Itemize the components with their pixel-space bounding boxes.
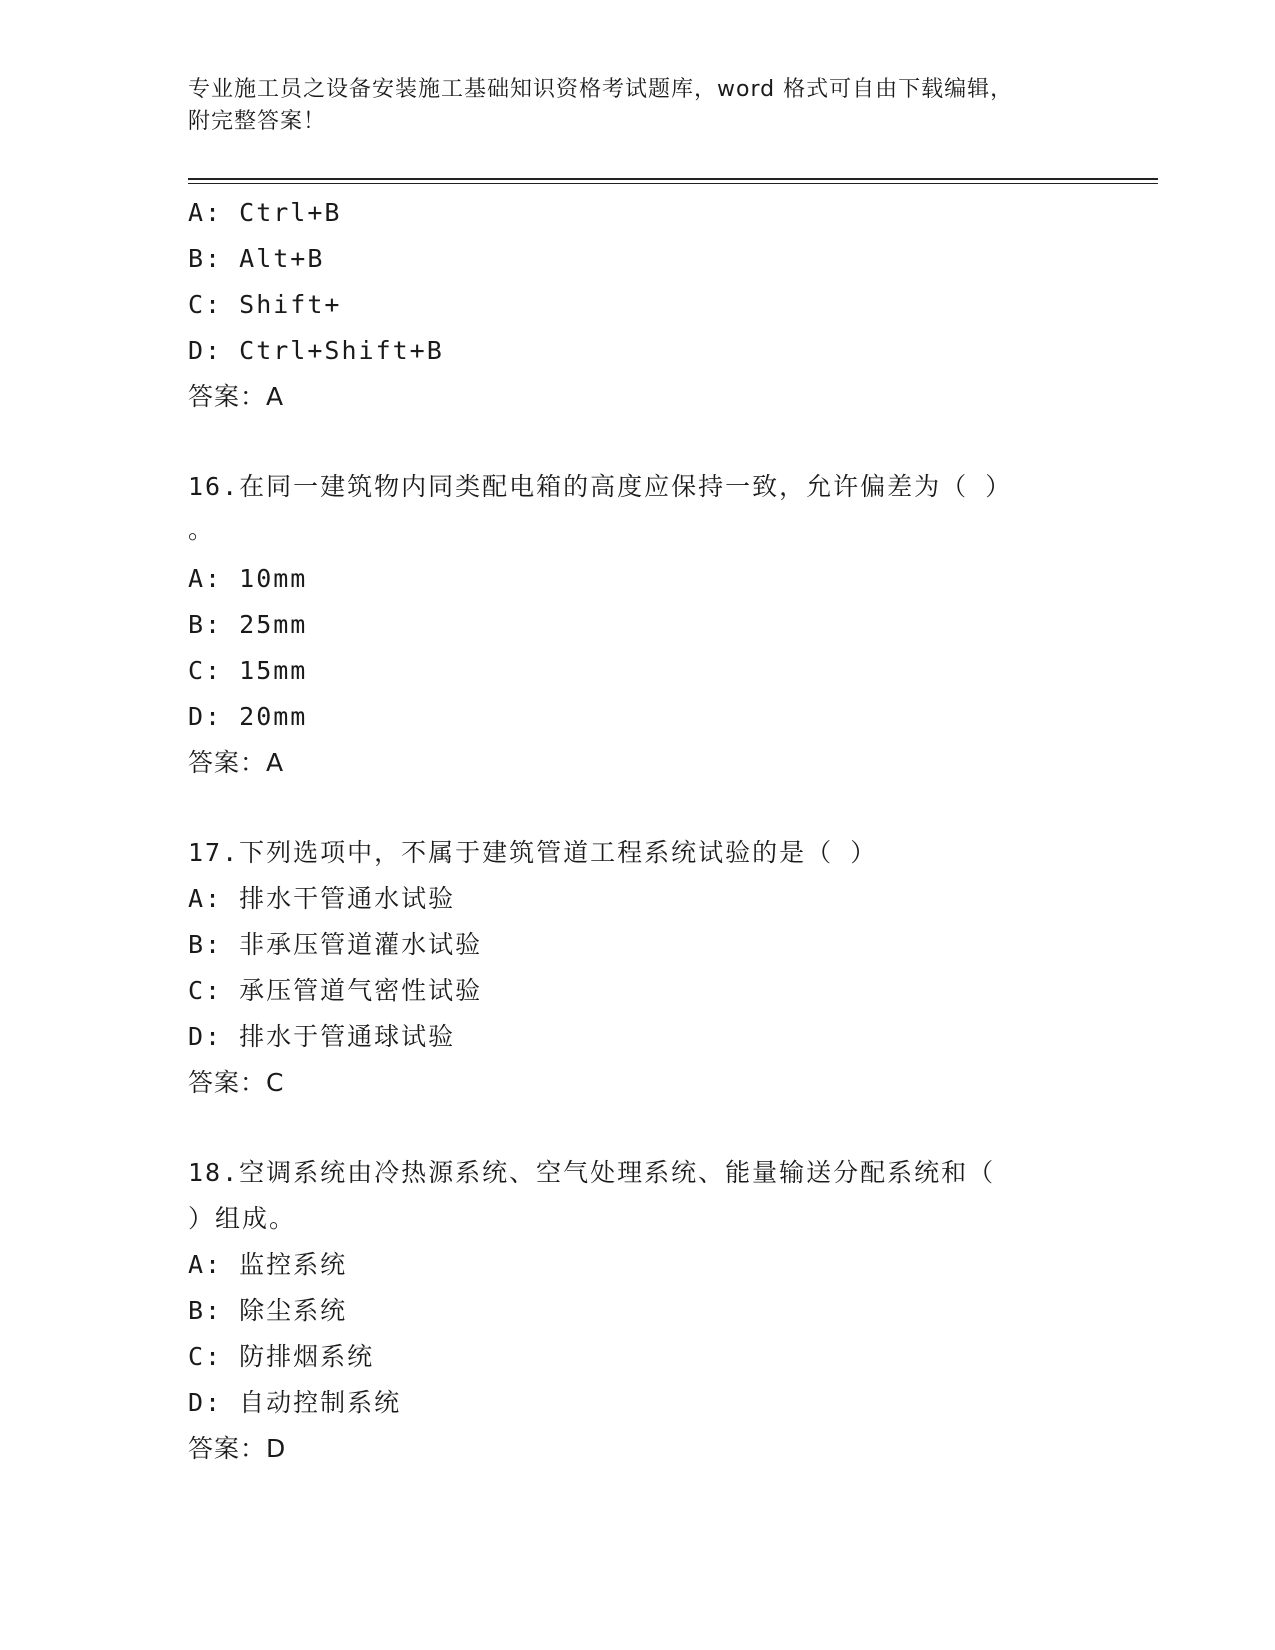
header-divider <box>188 178 1158 180</box>
option-b: B: 除尘系统 <box>188 1296 348 1325</box>
question-16 <box>188 464 1068 786</box>
option-d: D: Ctrl+Shift+B <box>188 336 444 365</box>
answer-line: 答案：C <box>188 1068 285 1097</box>
header-line-2: 附完整答案！ <box>188 109 327 134</box>
question-15 <box>188 190 1068 420</box>
option-a: A: 监控系统 <box>188 1250 348 1279</box>
question-text: 17.下列选项中，不属于建筑管道工程系统试验的是（ ） <box>188 838 878 867</box>
answer-line: 答案：A <box>188 382 285 411</box>
option-c: C: 防排烟系统 <box>188 1342 375 1371</box>
option-a: A: Ctrl+B <box>188 198 342 227</box>
document-header <box>188 74 1068 138</box>
option-d: D: 排水于管通球试验 <box>188 1022 456 1051</box>
option-b: B: 非承压管道灌水试验 <box>188 930 483 959</box>
option-b: B: Alt+B <box>188 244 325 273</box>
option-d: D: 20mm <box>188 702 308 731</box>
question-text-continued: ）组成。 <box>188 1204 297 1233</box>
question-17 <box>188 830 1068 1106</box>
answer-line: 答案：D <box>188 1434 287 1463</box>
question-text: 16.在同一建筑物内同类配电箱的高度应保持一致，允许偏差为（ ） <box>188 472 1013 501</box>
answer-line: 答案：A <box>188 748 285 777</box>
question-list <box>188 190 1068 1472</box>
option-a: A: 10mm <box>188 564 308 593</box>
option-c: C: 15mm <box>188 656 308 685</box>
option-b: B: 25mm <box>188 610 308 639</box>
question-text-continued: 。 <box>188 515 216 544</box>
header-line-1: 专业施工员之设备安装施工基础知识资格考试题库，word 格式可自由下载编辑， <box>188 77 1014 102</box>
question-18 <box>188 1150 1068 1472</box>
question-text: 18.空调系统由冷热源系统、空气处理系统、能量输送分配系统和（ <box>188 1158 996 1187</box>
option-a: A: 排水干管通水试验 <box>188 884 456 913</box>
option-d: D: 自动控制系统 <box>188 1388 402 1417</box>
option-c: C: Shift+ <box>188 290 342 319</box>
option-c: C: 承压管道气密性试验 <box>188 976 483 1005</box>
